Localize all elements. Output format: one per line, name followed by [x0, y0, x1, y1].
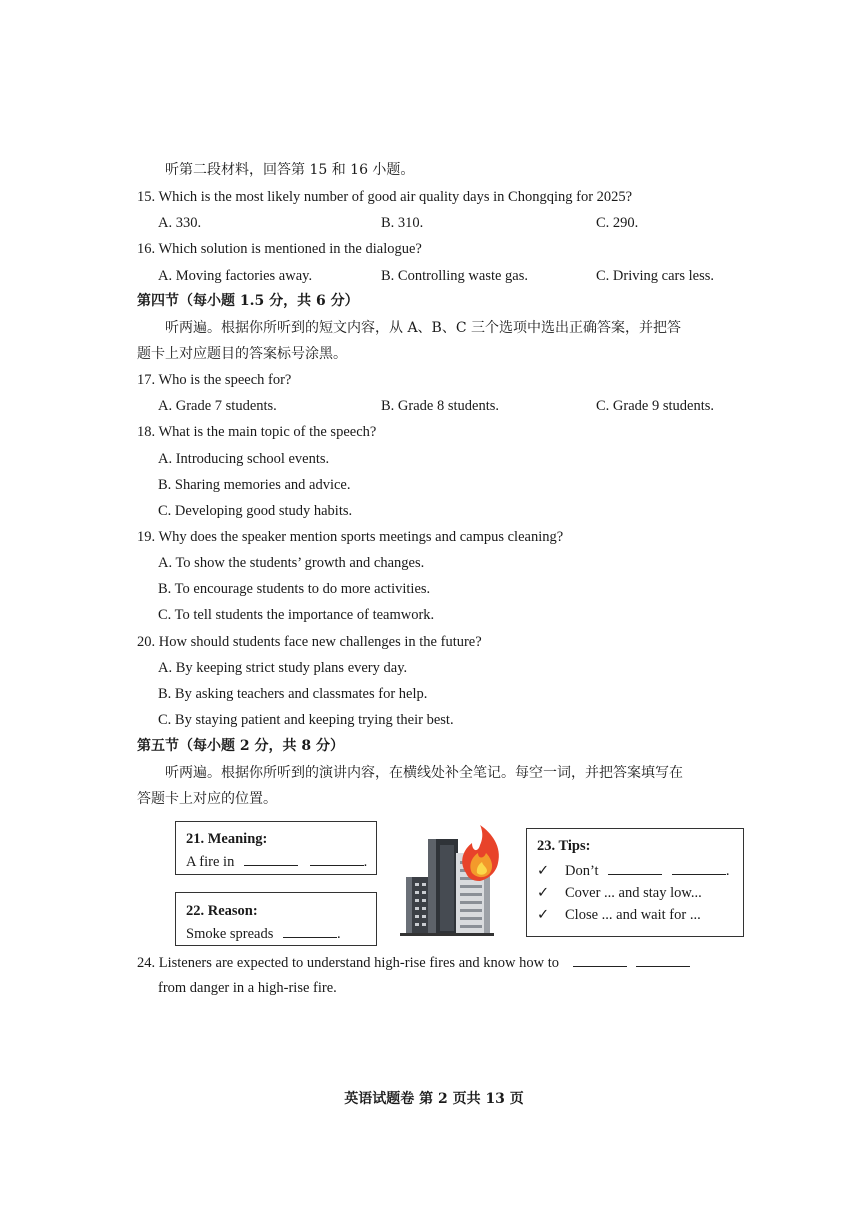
- box22-line: Smoke spreads .: [186, 923, 341, 944]
- answer-blank-24b: [636, 952, 690, 967]
- box21-text: A fire in: [186, 854, 235, 870]
- check-mark-icon: ✓: [537, 885, 550, 901]
- answer-blank-21b: [310, 851, 364, 866]
- q20-option-a: A. By keeping strict study plans every day.: [158, 660, 408, 676]
- answer-blank-24a: [573, 952, 627, 967]
- answer-blank-23b: [672, 860, 726, 875]
- burning-building-icon: [398, 823, 508, 939]
- q18-option-c: C. Developing good study habits.: [158, 503, 353, 519]
- q19-option-b: B. To encourage students to do more activities.: [158, 581, 431, 597]
- answer-blank-22: [283, 923, 337, 938]
- check-mark-icon: ✓: [537, 863, 550, 879]
- box21-line: A fire in .: [186, 851, 367, 872]
- tip-text: Close ... and wait for ...: [565, 907, 701, 923]
- notes-box-23: [526, 828, 744, 937]
- section4-title: 第四节（每小题 1.5 分，共 6 分）: [137, 293, 359, 309]
- q16-option-a: A. Moving factories away.: [158, 268, 313, 284]
- q15-option-c: C. 290.: [596, 215, 639, 231]
- question-19-stem: 19. Why does the speaker mention sports meetings and campus cleaning?: [137, 529, 564, 545]
- page-footer: 英语试题卷 第 2 页共 13 页: [344, 1091, 524, 1107]
- question-16-stem: 16. Which solution is mentioned in the dialogue?: [137, 241, 422, 257]
- q15-option-a: A. 330.: [158, 215, 202, 231]
- check-mark-icon: ✓: [537, 907, 550, 923]
- q20-option-b: B. By asking teachers and classmates for help.: [158, 686, 428, 702]
- q17-option-b: B. Grade 8 students.: [381, 398, 499, 414]
- question-24-stem: 24. Listeners are expected to understand high-rise fires and know how to: [137, 955, 559, 971]
- q17-option-c: C. Grade 9 students.: [596, 398, 714, 414]
- section4-instruction-line2: 题卡上对应题目的答案标号涂黑。: [137, 346, 347, 362]
- q16-option-c: C. Driving cars less.: [596, 268, 714, 284]
- notes-box-21: [175, 821, 377, 875]
- q15-option-b: B. 310.: [381, 215, 424, 231]
- tip-text: Cover ... and stay low...: [565, 885, 702, 901]
- question-18-stem: 18. What is the main topic of the speech?: [137, 424, 377, 440]
- answer-blank-23a: [608, 860, 662, 875]
- box23-label: 23. Tips:: [537, 838, 591, 854]
- tip-item: [537, 883, 702, 903]
- section5-instruction-line2: 答题卡上对应的位置。: [137, 791, 277, 807]
- notes-box-22: [175, 892, 377, 946]
- q19-option-a: A. To show the students’ growth and changes.: [158, 555, 425, 571]
- question-24-line2: from danger in a high-rise fire.: [158, 980, 337, 996]
- answer-blank-21a: [244, 851, 298, 866]
- q20-option-c: C. By staying patient and keeping trying their best.: [158, 712, 454, 728]
- section3-note: 听第二段材料，回答第 15 和 16 小题。: [165, 162, 415, 178]
- q16-option-b: B. Controlling waste gas.: [381, 268, 529, 284]
- tip-item: [537, 905, 701, 925]
- question-24-line1: [137, 952, 690, 973]
- box21-label: 21. Meaning:: [186, 831, 268, 847]
- tip-text: Don’t: [565, 863, 599, 879]
- question-20-stem: 20. How should students face new challenges in the future?: [137, 634, 482, 650]
- q17-option-a: A. Grade 7 students.: [158, 398, 277, 414]
- section5-instruction-line1: 听两遍。根据你所听到的演讲内容，在横线处补全笔记。每空一词，并把答案填写在: [165, 765, 683, 781]
- section4-instruction-line1: 听两遍。根据你所听到的短文内容，从 A、B、C 三个选项中选出正确答案，并把答: [165, 320, 682, 336]
- section5-title: 第五节（每小题 2 分，共 8 分）: [137, 738, 344, 754]
- q19-option-c: C. To tell students the importance of teamwork.: [158, 607, 435, 623]
- q18-option-a: A. Introducing school events.: [158, 451, 330, 467]
- question-15-stem: 15. Which is the most likely number of good air quality days in Chongqing for 2025?: [137, 189, 633, 205]
- tip-item: ✓ Don’t .: [537, 860, 729, 881]
- q18-option-b: B. Sharing memories and advice.: [158, 477, 351, 493]
- box22-text: Smoke spreads: [186, 926, 274, 942]
- box22-label: 22. Reason:: [186, 903, 258, 919]
- question-17-stem: 17. Who is the speech for?: [137, 372, 292, 388]
